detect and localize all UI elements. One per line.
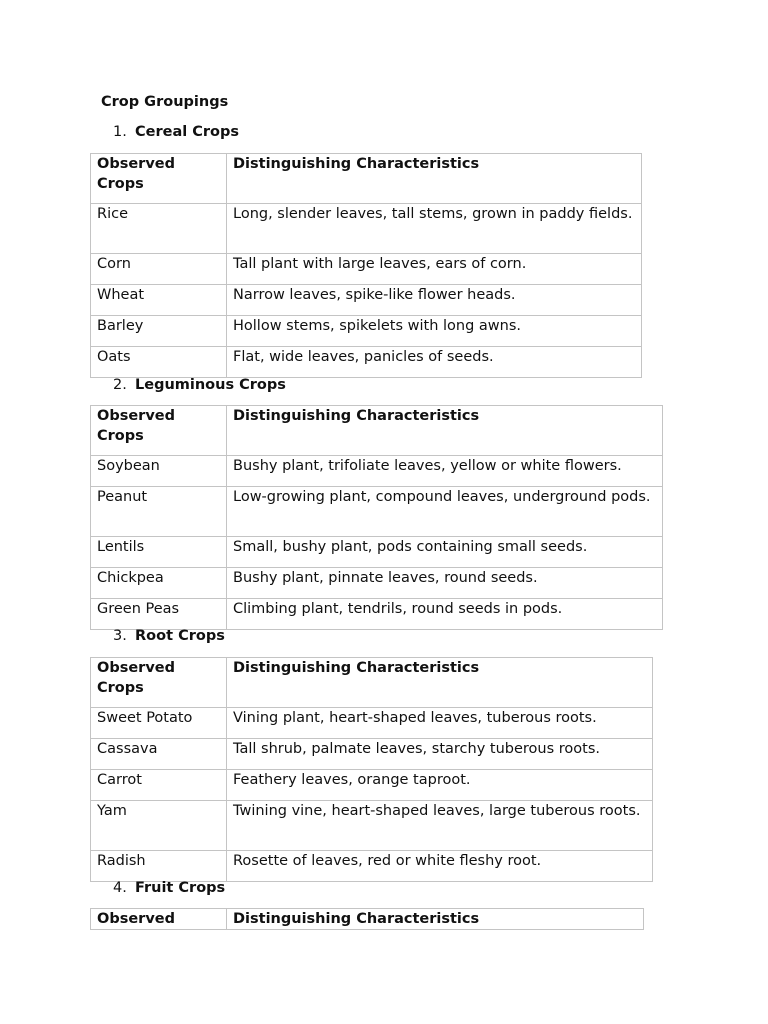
column-header-crop: Observed (91, 909, 227, 930)
table-row (91, 204, 642, 254)
table-row (91, 456, 663, 487)
column-header-crop: Observed Crops (91, 658, 227, 708)
crop-name: Lentils (91, 537, 227, 568)
crop-name: Chickpea (91, 568, 227, 599)
section-number: 4. (113, 880, 127, 896)
column-header-crop: Observed Crops (91, 406, 227, 456)
crop-characteristics: Narrow leaves, spike-like flower heads. (227, 285, 642, 316)
column-header-characteristics: Distinguishing Characteristics (227, 154, 642, 204)
crop-name: Oats (91, 347, 227, 378)
crop-characteristics: Small, bushy plant, pods containing small seeds. (227, 537, 663, 568)
crop-name: Wheat (91, 285, 227, 316)
crop-name: Soybean (91, 456, 227, 487)
column-header-characteristics: Distinguishing Characteristics (227, 909, 644, 930)
root-crops-table (90, 657, 653, 882)
table-header-row (91, 658, 653, 708)
crop-name: Sweet Potato (91, 708, 227, 739)
section-heading-fruit (113, 878, 225, 898)
section-title: Root Crops (135, 628, 225, 644)
section-heading-cereal (113, 122, 239, 142)
crop-name: Carrot (91, 770, 227, 801)
table-row (91, 254, 642, 285)
section-number: 1. (113, 124, 127, 140)
crop-characteristics: Feathery leaves, orange taproot. (227, 770, 653, 801)
crop-name: Corn (91, 254, 227, 285)
crop-name: Yam (91, 801, 227, 851)
page-title: Crop Groupings (101, 94, 229, 110)
crop-characteristics: Low-growing plant, compound leaves, underground pods. (227, 487, 663, 537)
crop-characteristics: Tall plant with large leaves, ears of corn. (227, 254, 642, 285)
table-header-row (91, 154, 642, 204)
section-heading-leguminous (113, 375, 286, 395)
column-header-characteristics: Distinguishing Characteristics (227, 406, 663, 456)
column-header-characteristics: Distinguishing Characteristics (227, 658, 653, 708)
table-row (91, 537, 663, 568)
crop-characteristics: Twining vine, heart-shaped leaves, large tuberous roots. (227, 801, 653, 851)
table-header-row (91, 909, 644, 930)
table-row (91, 316, 642, 347)
table-header-row (91, 406, 663, 456)
crop-characteristics: Flat, wide leaves, panicles of seeds. (227, 347, 642, 378)
section-number: 2. (113, 377, 127, 393)
cereal-crops-table (90, 153, 642, 378)
crop-characteristics: Bushy plant, pinnate leaves, round seeds. (227, 568, 663, 599)
fruit-crops-table (90, 908, 644, 930)
table-row (91, 801, 653, 851)
crop-name: Green Peas (91, 599, 227, 630)
crop-name: Barley (91, 316, 227, 347)
column-header-crop: Observed Crops (91, 154, 227, 204)
section-title: Fruit Crops (135, 880, 226, 896)
section-number: 3. (113, 628, 127, 644)
leguminous-crops-table (90, 405, 663, 630)
table-row (91, 285, 642, 316)
table-row (91, 708, 653, 739)
section-title: Leguminous Crops (135, 377, 286, 393)
crop-characteristics: Long, slender leaves, tall stems, grown in paddy fields. (227, 204, 642, 254)
table-row (91, 599, 663, 630)
crop-characteristics: Bushy plant, trifoliate leaves, yellow or white flowers. (227, 456, 663, 487)
crop-name: Radish (91, 851, 227, 882)
section-heading-root (113, 626, 225, 646)
table-row (91, 347, 642, 378)
crop-characteristics: Climbing plant, tendrils, round seeds in pods. (227, 599, 663, 630)
table-row (91, 739, 653, 770)
crop-characteristics: Tall shrub, palmate leaves, starchy tuberous roots. (227, 739, 653, 770)
crop-name: Cassava (91, 739, 227, 770)
crop-characteristics: Rosette of leaves, red or white fleshy root. (227, 851, 653, 882)
section-title: Cereal Crops (135, 124, 240, 140)
crop-name: Peanut (91, 487, 227, 537)
crop-characteristics: Hollow stems, spikelets with long awns. (227, 316, 642, 347)
table-row (91, 568, 663, 599)
table-row (91, 487, 663, 537)
table-row (91, 851, 653, 882)
crop-name: Rice (91, 204, 227, 254)
crop-characteristics: Vining plant, heart-shaped leaves, tuberous roots. (227, 708, 653, 739)
table-row (91, 770, 653, 801)
